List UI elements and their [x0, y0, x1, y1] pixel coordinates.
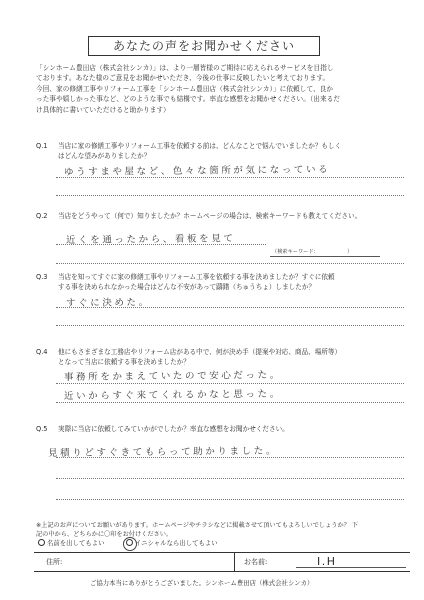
question-line: はどんな望みがありましたか？ [58, 151, 151, 160]
answer-text: 見積りどすぐきてもらって助かりました。 [47, 445, 278, 459]
answer-line [56, 478, 404, 479]
question-number: Q.3 [36, 273, 48, 281]
footnote-line: 記の中から、どちらかに〇印をお付けください。 [36, 531, 173, 538]
intro-line: 今回、家の修繕工事やリフォーム工事を「シンホーム豊田店（株式会社シンカ）」に依頼して、良か [36, 84, 334, 93]
question-line: 他にもさまざまな工務店やリフォーム店がある中で、何が決め手（提案や対応、商品、場所等） [58, 348, 342, 356]
name-label: お名前: [244, 558, 268, 566]
option-label: イニシャルなら出してもよい [135, 539, 218, 547]
question-line: 当店を知ってすぐに家の修繕工事やリフォーム工事を依頼する事を決めましたか？すぐに依頼 [58, 273, 335, 281]
answer-text: すぐに決めた。 [65, 297, 151, 309]
name-value: I.H [317, 555, 337, 568]
answer-line [56, 402, 404, 403]
question-number: Q.1 [36, 142, 48, 150]
search-keyword-field [270, 245, 380, 257]
answer-line [56, 325, 404, 326]
question-text [58, 142, 408, 161]
question-number: Q.4 [36, 348, 48, 356]
option-initial-ok[interactable] [126, 539, 218, 548]
intro-text [36, 63, 408, 115]
search-keyword-label: （検索キーワード： ） [272, 249, 353, 255]
question-line: となって当店に依頼する事を決めましたか？ [58, 357, 190, 366]
question-text [58, 212, 408, 222]
option-name-ok[interactable] [38, 539, 105, 548]
question-line: する事を決められなかった場合はどんな不安があって躊躇（ちゅうちょ）しましたか？ [58, 282, 316, 291]
question-number: Q.5 [36, 425, 48, 433]
question-line: 実際に当店に依頼してみていかがでしたか？率直な感想をお聞かせください。 [58, 425, 289, 433]
footnote-line: ※上記のお声についてお願いがあります。ホームページやチラシなどに掲載させて頂いてもよろしいでしょうか？ 下 [36, 522, 358, 529]
radio-circle[interactable] [38, 539, 45, 546]
name-underline [296, 567, 406, 568]
answer-line [56, 195, 404, 196]
question-text [58, 273, 408, 292]
intro-line: 「シンホーム豊田店（株式会社シンカ）」は、より一層皆様のご期待に応えられるサービスを目指し [36, 64, 334, 72]
option-label: 名前を出してもよい [47, 539, 105, 547]
question-line: 当店に家の修繕工事やリフォーム工事を依頼する前は、どんなことで悩んでいましたか？もしく [58, 142, 342, 150]
intro-line: け具体的に書いていただけると助かります） [36, 105, 170, 114]
answer-line [56, 383, 404, 384]
question-text [58, 425, 408, 435]
answer-line [56, 263, 404, 264]
thank-you-note: ご協力本当にありがとうございました。シンホーム豊田店（株式会社シンカ） [90, 579, 314, 587]
signature-row [34, 552, 410, 572]
radio-circle-selected[interactable] [126, 539, 133, 546]
answer-text: 近くを通ったから、看板を見て [65, 233, 236, 246]
publication-consent-note [36, 521, 408, 539]
answer-text: 事務所をかまえていたので安心だった。 [63, 369, 282, 383]
question-number: Q.2 [36, 212, 48, 220]
intro-line: った事や嬉しかった事など、どのような事でも結構です。率直な感想をお聞かせください。（出来るだ [36, 95, 341, 104]
intro-line: ております。あなた様のご意見をお聞かせいただき、今後の仕事に反映したいと考えております。 [36, 74, 330, 83]
question-line: 当店をどうやって（何で）知りましたか？ホームページの場合は、検索キーワードも教えてください。 [58, 212, 362, 220]
answer-text: ゆうすまや屋など、色々な箇所が気になっている [63, 164, 331, 178]
divider [234, 553, 235, 571]
question-text [58, 348, 408, 367]
address-label: 住所: [46, 558, 63, 566]
page-title: あなたの声をお聞かせください [88, 36, 320, 56]
answer-text: 近いからすぐ来てくれるかなと思った。 [63, 388, 282, 402]
answer-line [56, 499, 404, 500]
